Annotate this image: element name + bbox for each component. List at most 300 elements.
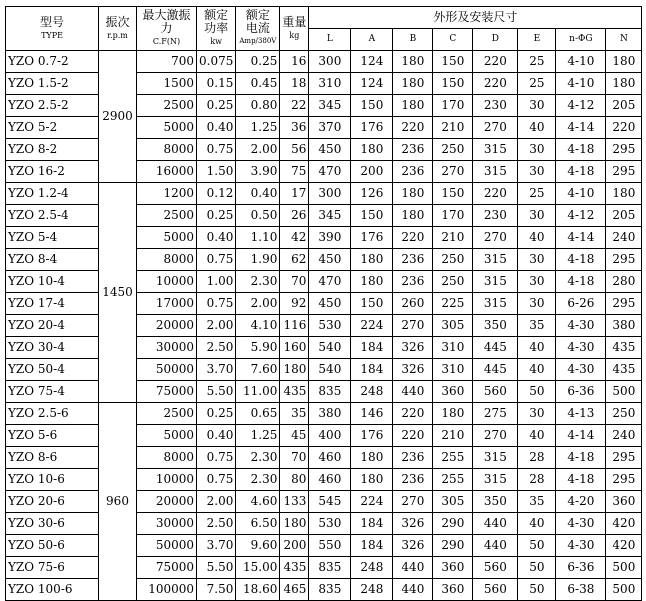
- dim-n-cell: 295: [606, 139, 642, 161]
- dim-e-cell: 30: [518, 403, 556, 425]
- dim-b-cell: 236: [393, 161, 433, 183]
- current-header: [236, 7, 280, 51]
- dim-a-cell: 180: [351, 271, 393, 293]
- dim-e-cell: 40: [518, 425, 556, 447]
- dim-g-cell: 4-18: [556, 161, 606, 183]
- current-cell: 1.25: [236, 117, 280, 139]
- force-cell: 2500: [137, 95, 197, 117]
- weight-header-sub: kg: [289, 30, 300, 40]
- dim-l-cell: 345: [309, 205, 351, 227]
- dim-l-cell: 300: [309, 183, 351, 205]
- dim-l-cell: 390: [309, 227, 351, 249]
- force-cell: 100000: [137, 579, 197, 601]
- dim-b-cell: 220: [393, 227, 433, 249]
- model-cell: YZO 2.5-4: [6, 205, 99, 227]
- power-cell: 0.40: [197, 117, 236, 139]
- power-cell: 0.25: [197, 205, 236, 227]
- dim-g-cell: 4-12: [556, 95, 606, 117]
- force-cell: 30000: [137, 513, 197, 535]
- model-cell: YZO 50-4: [6, 359, 99, 381]
- force-cell: 20000: [137, 315, 197, 337]
- dim-b-cell: 440: [393, 557, 433, 579]
- model-cell: YZO 8-4: [6, 249, 99, 271]
- model-cell: YZO 100-6: [6, 579, 99, 601]
- model-cell: YZO 5-2: [6, 117, 99, 139]
- dim-g-cell: 4-13: [556, 403, 606, 425]
- dim-l-cell: 545: [309, 491, 351, 513]
- model-cell: YZO 0.7-2: [6, 51, 99, 73]
- dim-n-cell: 205: [606, 95, 642, 117]
- power-cell: 3.70: [197, 359, 236, 381]
- dim-c-cell: 290: [433, 535, 473, 557]
- weight-cell: 56: [280, 139, 309, 161]
- power-header-label: 额定功率: [204, 8, 229, 35]
- dim-n-cell: 420: [606, 535, 642, 557]
- dim-c-cell: 310: [433, 337, 473, 359]
- dim-label-c: C: [433, 29, 473, 51]
- current-cell: 0.45: [236, 73, 280, 95]
- weight-cell: 80: [280, 469, 309, 491]
- speed-header-sub: r.p.m: [107, 30, 128, 40]
- dim-d-cell: 270: [473, 227, 518, 249]
- dim-c-cell: 210: [433, 227, 473, 249]
- dim-a-cell: 180: [351, 249, 393, 271]
- power-cell: 0.75: [197, 469, 236, 491]
- dim-a-cell: 176: [351, 425, 393, 447]
- table-row: [6, 403, 642, 425]
- force-cell: 5000: [137, 425, 197, 447]
- dim-a-cell: 248: [351, 557, 393, 579]
- dim-b-cell: 220: [393, 425, 433, 447]
- dim-c-cell: 360: [433, 557, 473, 579]
- force-header: [137, 7, 197, 51]
- dim-b-cell: 236: [393, 249, 433, 271]
- dim-e-cell: 35: [518, 315, 556, 337]
- dim-e-cell: 40: [518, 513, 556, 535]
- dim-e-cell: 30: [518, 161, 556, 183]
- dim-b-cell: 180: [393, 95, 433, 117]
- model-cell: YZO 10-4: [6, 271, 99, 293]
- dim-d-cell: 560: [473, 381, 518, 403]
- dim-e-cell: 50: [518, 535, 556, 557]
- dim-n-cell: 295: [606, 161, 642, 183]
- dim-g-cell: 4-30: [556, 513, 606, 535]
- dim-a-cell: 200: [351, 161, 393, 183]
- current-cell: 2.30: [236, 271, 280, 293]
- dim-g-cell: 6-38: [556, 579, 606, 601]
- dim-a-cell: 124: [351, 73, 393, 95]
- force-cell: 1500: [137, 73, 197, 95]
- dim-e-cell: 30: [518, 249, 556, 271]
- dim-d-cell: 315: [473, 271, 518, 293]
- weight-header-label: 重量: [282, 14, 307, 29]
- weight-cell: 70: [280, 271, 309, 293]
- dim-label-d: D: [473, 29, 518, 51]
- dim-e-cell: 28: [518, 469, 556, 491]
- weight-cell: 180: [280, 359, 309, 381]
- dim-label-e: E: [518, 29, 556, 51]
- power-cell: 0.25: [197, 95, 236, 117]
- weight-header: [280, 7, 309, 51]
- model-header-label: 型号: [39, 14, 64, 29]
- dim-b-cell: 236: [393, 447, 433, 469]
- current-cell: 4.10: [236, 315, 280, 337]
- dim-a-cell: 150: [351, 293, 393, 315]
- dim-c-cell: 210: [433, 117, 473, 139]
- power-cell: 5.50: [197, 557, 236, 579]
- force-cell: 16000: [137, 161, 197, 183]
- dim-g-cell: 4-18: [556, 447, 606, 469]
- dim-c-cell: 250: [433, 249, 473, 271]
- dim-a-cell: 184: [351, 337, 393, 359]
- force-cell: 8000: [137, 139, 197, 161]
- model-cell: YZO 16-2: [6, 161, 99, 183]
- weight-cell: 160: [280, 337, 309, 359]
- dim-g-cell: 4-10: [556, 73, 606, 95]
- weight-cell: 116: [280, 315, 309, 337]
- current-cell: 7.60: [236, 359, 280, 381]
- force-header-label: 最大激振力: [142, 8, 191, 35]
- power-cell: 0.15: [197, 73, 236, 95]
- dim-label-l: L: [309, 29, 351, 51]
- dim-e-cell: 30: [518, 271, 556, 293]
- dim-l-cell: 450: [309, 293, 351, 315]
- dim-l-cell: 450: [309, 249, 351, 271]
- dim-g-cell: 4-30: [556, 315, 606, 337]
- dim-e-cell: 40: [518, 337, 556, 359]
- force-cell: 30000: [137, 337, 197, 359]
- dim-n-cell: 180: [606, 51, 642, 73]
- dim-l-cell: 460: [309, 469, 351, 491]
- power-cell: 0.40: [197, 227, 236, 249]
- current-cell: 0.25: [236, 51, 280, 73]
- force-cell: 2500: [137, 205, 197, 227]
- dim-l-cell: 400: [309, 425, 351, 447]
- dim-l-cell: 450: [309, 139, 351, 161]
- dim-a-cell: 184: [351, 513, 393, 535]
- dim-l-cell: 835: [309, 381, 351, 403]
- dim-c-cell: 225: [433, 293, 473, 315]
- current-header-sub: Amp/380V: [239, 37, 277, 45]
- dim-c-cell: 255: [433, 469, 473, 491]
- force-cell: 20000: [137, 491, 197, 513]
- force-cell: 50000: [137, 359, 197, 381]
- dim-n-cell: 420: [606, 513, 642, 535]
- model-cell: YZO 2.5-2: [6, 95, 99, 117]
- dim-g-cell: 4-18: [556, 249, 606, 271]
- dim-n-cell: 240: [606, 425, 642, 447]
- dim-label-b: B: [393, 29, 433, 51]
- dim-a-cell: 184: [351, 535, 393, 557]
- dim-e-cell: 25: [518, 73, 556, 95]
- dim-a-cell: 224: [351, 315, 393, 337]
- dim-g-cell: 6-26: [556, 293, 606, 315]
- force-cell: 17000: [137, 293, 197, 315]
- dim-d-cell: 445: [473, 359, 518, 381]
- dim-n-cell: 295: [606, 447, 642, 469]
- dim-d-cell: 270: [473, 425, 518, 447]
- weight-cell: 435: [280, 557, 309, 579]
- current-cell: 1.25: [236, 425, 280, 447]
- spec-table-container: [5, 6, 642, 601]
- dim-l-cell: 460: [309, 447, 351, 469]
- dim-l-cell: 345: [309, 95, 351, 117]
- dim-n-cell: 295: [606, 469, 642, 491]
- dim-e-cell: 30: [518, 205, 556, 227]
- weight-cell: 35: [280, 403, 309, 425]
- dim-c-cell: 150: [433, 183, 473, 205]
- spec-table: [5, 6, 642, 601]
- power-cell: 1.00: [197, 271, 236, 293]
- dim-c-cell: 310: [433, 359, 473, 381]
- dim-b-cell: 270: [393, 491, 433, 513]
- dim-a-cell: 180: [351, 469, 393, 491]
- weight-cell: 435: [280, 381, 309, 403]
- dim-g-cell: 4-18: [556, 469, 606, 491]
- dim-c-cell: 270: [433, 161, 473, 183]
- dim-n-cell: 500: [606, 381, 642, 403]
- dim-b-cell: 326: [393, 337, 433, 359]
- dim-c-cell: 360: [433, 381, 473, 403]
- dim-n-cell: 220: [606, 117, 642, 139]
- dim-b-cell: 326: [393, 513, 433, 535]
- weight-cell: 62: [280, 249, 309, 271]
- dim-e-cell: 50: [518, 579, 556, 601]
- dim-e-cell: 50: [518, 557, 556, 579]
- current-cell: 0.80: [236, 95, 280, 117]
- dim-a-cell: 176: [351, 117, 393, 139]
- dims-header: 外形及安装尺寸: [309, 7, 642, 29]
- dim-g-cell: 6-36: [556, 381, 606, 403]
- dim-e-cell: 40: [518, 359, 556, 381]
- dim-g-cell: 4-30: [556, 337, 606, 359]
- dim-a-cell: 224: [351, 491, 393, 513]
- model-header-sub: TYPE: [41, 30, 63, 40]
- current-cell: 5.90: [236, 337, 280, 359]
- dim-n-cell: 360: [606, 491, 642, 513]
- dim-c-cell: 170: [433, 95, 473, 117]
- dim-b-cell: 236: [393, 139, 433, 161]
- power-cell: 0.25: [197, 403, 236, 425]
- dim-g-cell: 4-12: [556, 205, 606, 227]
- current-cell: 1.10: [236, 227, 280, 249]
- current-cell: 18.60: [236, 579, 280, 601]
- dim-d-cell: 315: [473, 139, 518, 161]
- model-cell: YZO 50-6: [6, 535, 99, 557]
- dim-b-cell: 440: [393, 381, 433, 403]
- dim-l-cell: 530: [309, 315, 351, 337]
- dim-l-cell: 540: [309, 359, 351, 381]
- dim-e-cell: 30: [518, 139, 556, 161]
- current-cell: 1.90: [236, 249, 280, 271]
- dim-g-cell: 4-18: [556, 271, 606, 293]
- dim-d-cell: 315: [473, 447, 518, 469]
- dim-g-cell: 4-30: [556, 359, 606, 381]
- dim-b-cell: 180: [393, 51, 433, 73]
- dim-n-cell: 435: [606, 359, 642, 381]
- weight-cell: 92: [280, 293, 309, 315]
- current-cell: 15.00: [236, 557, 280, 579]
- force-cell: 10000: [137, 469, 197, 491]
- weight-cell: 465: [280, 579, 309, 601]
- dim-label-g: n-ΦG: [556, 29, 606, 51]
- model-cell: YZO 20-6: [6, 491, 99, 513]
- dim-d-cell: 315: [473, 469, 518, 491]
- dim-b-cell: 180: [393, 205, 433, 227]
- current-cell: 11.00: [236, 381, 280, 403]
- speed-header-label: 振次: [105, 14, 130, 29]
- dim-l-cell: 530: [309, 513, 351, 535]
- weight-cell: 26: [280, 205, 309, 227]
- dim-l-cell: 550: [309, 535, 351, 557]
- power-cell: 0.75: [197, 293, 236, 315]
- power-cell: 0.75: [197, 139, 236, 161]
- dim-b-cell: 440: [393, 579, 433, 601]
- dim-d-cell: 220: [473, 73, 518, 95]
- dim-c-cell: 305: [433, 315, 473, 337]
- dim-d-cell: 275: [473, 403, 518, 425]
- model-cell: YZO 8-2: [6, 139, 99, 161]
- dim-b-cell: 270: [393, 315, 433, 337]
- dim-b-cell: 326: [393, 535, 433, 557]
- dim-b-cell: 236: [393, 271, 433, 293]
- dim-b-cell: 180: [393, 183, 433, 205]
- model-cell: YZO 17-4: [6, 293, 99, 315]
- weight-cell: 36: [280, 117, 309, 139]
- force-cell: 2500: [137, 403, 197, 425]
- current-header-label: 额定电流: [245, 8, 270, 35]
- dim-l-cell: 835: [309, 557, 351, 579]
- spec-table-body: [6, 51, 642, 601]
- dim-b-cell: 260: [393, 293, 433, 315]
- model-cell: YZO 5-6: [6, 425, 99, 447]
- model-cell: YZO 5-4: [6, 227, 99, 249]
- power-cell: 2.50: [197, 337, 236, 359]
- dim-label-a: A: [351, 29, 393, 51]
- power-cell: 7.50: [197, 579, 236, 601]
- model-cell: YZO 20-4: [6, 315, 99, 337]
- header-row-top: [6, 7, 642, 29]
- dim-d-cell: 440: [473, 535, 518, 557]
- dim-l-cell: 380: [309, 403, 351, 425]
- dim-l-cell: 835: [309, 579, 351, 601]
- dim-n-cell: 280: [606, 271, 642, 293]
- dim-g-cell: 4-20: [556, 491, 606, 513]
- dim-d-cell: 560: [473, 557, 518, 579]
- dim-e-cell: 25: [518, 183, 556, 205]
- dim-a-cell: 180: [351, 139, 393, 161]
- dim-d-cell: 560: [473, 579, 518, 601]
- dim-a-cell: 248: [351, 579, 393, 601]
- dim-n-cell: 295: [606, 249, 642, 271]
- dim-a-cell: 146: [351, 403, 393, 425]
- dim-c-cell: 150: [433, 73, 473, 95]
- model-header: [6, 7, 99, 51]
- dim-g-cell: 4-14: [556, 227, 606, 249]
- power-cell: 0.75: [197, 447, 236, 469]
- dim-c-cell: 360: [433, 579, 473, 601]
- dim-a-cell: 150: [351, 205, 393, 227]
- dim-n-cell: 205: [606, 205, 642, 227]
- dim-c-cell: 150: [433, 51, 473, 73]
- power-cell: 2.00: [197, 491, 236, 513]
- dim-n-cell: 295: [606, 293, 642, 315]
- dim-d-cell: 350: [473, 491, 518, 513]
- dim-n-cell: 250: [606, 403, 642, 425]
- force-cell: 8000: [137, 447, 197, 469]
- weight-cell: 17: [280, 183, 309, 205]
- table-row: [6, 183, 642, 205]
- power-header-sub: kw: [210, 37, 223, 46]
- dim-l-cell: 470: [309, 271, 351, 293]
- dim-d-cell: 230: [473, 95, 518, 117]
- dim-b-cell: 220: [393, 117, 433, 139]
- weight-cell: 133: [280, 491, 309, 513]
- dim-n-cell: 435: [606, 337, 642, 359]
- dim-n-cell: 500: [606, 557, 642, 579]
- dim-a-cell: 248: [351, 381, 393, 403]
- dim-label-n: N: [606, 29, 642, 51]
- force-cell: 700: [137, 51, 197, 73]
- power-cell: 0.75: [197, 249, 236, 271]
- force-cell: 5000: [137, 227, 197, 249]
- weight-cell: 70: [280, 447, 309, 469]
- force-cell: 8000: [137, 249, 197, 271]
- dim-b-cell: 180: [393, 73, 433, 95]
- dim-n-cell: 180: [606, 183, 642, 205]
- current-cell: 0.50: [236, 205, 280, 227]
- current-cell: 0.40: [236, 183, 280, 205]
- dim-g-cell: 4-14: [556, 425, 606, 447]
- dim-e-cell: 35: [518, 491, 556, 513]
- force-cell: 5000: [137, 117, 197, 139]
- dim-c-cell: 305: [433, 491, 473, 513]
- dim-d-cell: 230: [473, 205, 518, 227]
- dim-l-cell: 300: [309, 51, 351, 73]
- power-cell: 0.075: [197, 51, 236, 73]
- weight-cell: 200: [280, 535, 309, 557]
- power-cell: 2.00: [197, 315, 236, 337]
- power-cell: 3.70: [197, 535, 236, 557]
- dim-a-cell: 124: [351, 51, 393, 73]
- speed-cell: 2900: [99, 51, 137, 183]
- dim-e-cell: 28: [518, 447, 556, 469]
- weight-cell: 22: [280, 95, 309, 117]
- power-cell: 1.50: [197, 161, 236, 183]
- dim-c-cell: 255: [433, 447, 473, 469]
- dim-b-cell: 236: [393, 469, 433, 491]
- dim-n-cell: 240: [606, 227, 642, 249]
- current-cell: 2.00: [236, 139, 280, 161]
- current-cell: 4.60: [236, 491, 280, 513]
- dim-l-cell: 310: [309, 73, 351, 95]
- current-cell: 9.60: [236, 535, 280, 557]
- dim-d-cell: 315: [473, 293, 518, 315]
- dim-d-cell: 350: [473, 315, 518, 337]
- current-cell: 2.30: [236, 447, 280, 469]
- model-cell: YZO 30-4: [6, 337, 99, 359]
- weight-cell: 16: [280, 51, 309, 73]
- model-cell: YZO 30-6: [6, 513, 99, 535]
- dim-d-cell: 315: [473, 161, 518, 183]
- dim-a-cell: 150: [351, 95, 393, 117]
- dim-l-cell: 370: [309, 117, 351, 139]
- weight-cell: 75: [280, 161, 309, 183]
- dim-c-cell: 250: [433, 139, 473, 161]
- dim-e-cell: 50: [518, 381, 556, 403]
- current-cell: 0.65: [236, 403, 280, 425]
- speed-cell: 960: [99, 403, 137, 601]
